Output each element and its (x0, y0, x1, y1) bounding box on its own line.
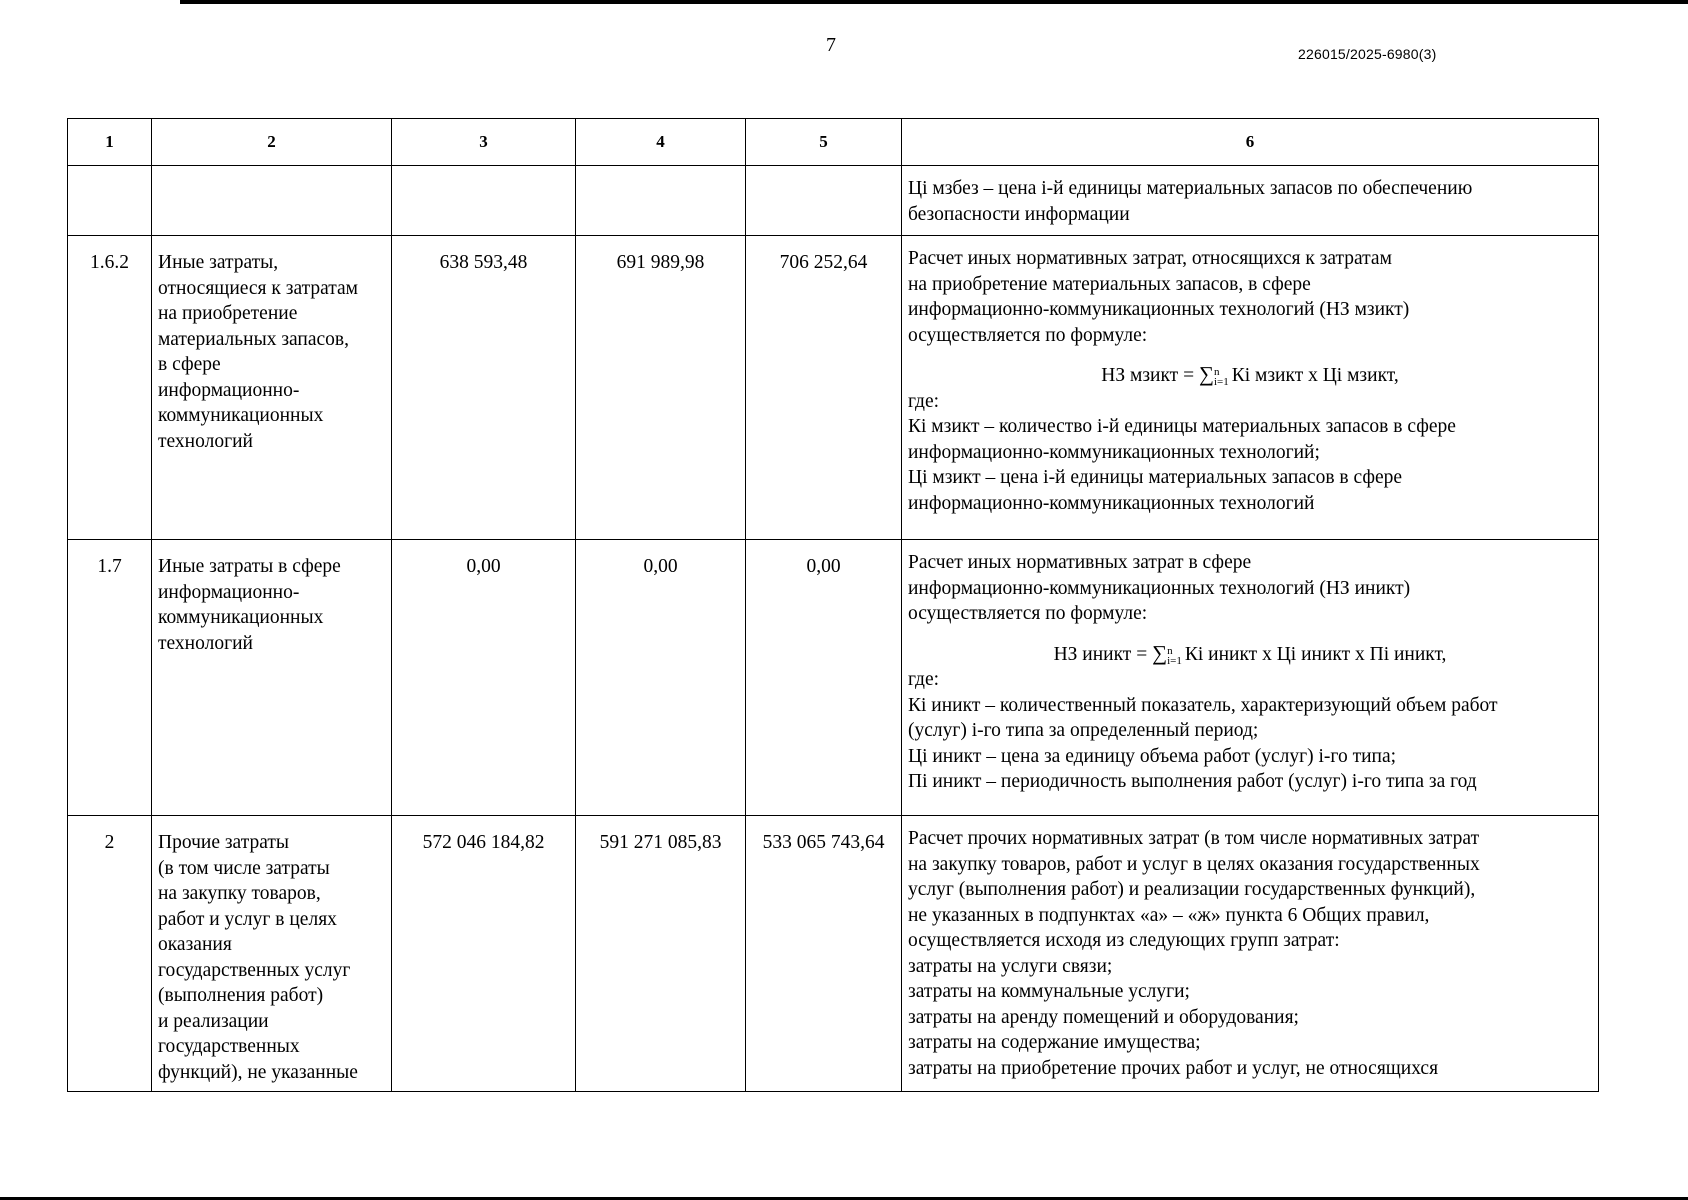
cell-calculation-description (902, 540, 1599, 816)
cost-name-line: технологий (158, 430, 253, 452)
sum-limits (1167, 646, 1182, 666)
cell-cost-name (152, 236, 392, 540)
description-line: информационно-коммуникационных технологий; (908, 441, 1320, 463)
cell-calculation-description (902, 166, 1599, 236)
cell-amount-v3: 638 593,48 (392, 236, 576, 540)
description-line: Цi мзикт – цена i-й единицы материальных запасов в сфере (908, 467, 1403, 488)
cell-item-number: 1.7 (68, 540, 152, 816)
cost-name-line: Прочие затраты (158, 832, 289, 853)
description-line: осуществляется по формуле: (908, 603, 1148, 624)
cost-name-line: материальных запасов, (158, 328, 350, 350)
description-line: безопасности информации (908, 203, 1130, 225)
cell-amount-v4: 0,00 (576, 540, 746, 816)
description-line: Расчет прочих нормативных затрат (в том числе нормативных затрат (908, 828, 1480, 849)
formula-rhs: Кi иникт х Цi иникт х Пi иникт, (1184, 643, 1447, 665)
table-row (68, 236, 1599, 540)
description-line: затраты на содержание имущества; (908, 1032, 1201, 1053)
cost-name-line: государственных услуг (158, 959, 351, 981)
header-col-1: 1 (68, 119, 152, 166)
cell-amount-v3 (392, 166, 576, 236)
formula-lhs: НЗ мзикт = (1101, 365, 1199, 386)
sum-lower-limit: i=1 (1213, 376, 1229, 388)
description-line: где: (908, 390, 940, 412)
cost-name-line: (выполнения работ) (158, 985, 324, 1006)
cell-amount-v3: 572 046 184,82 (392, 816, 576, 1092)
header-col-2: 2 (152, 119, 392, 166)
header-col-4: 4 (576, 119, 746, 166)
sum-upper-limit: n (1213, 366, 1220, 378)
description-line: Кi мзикт – количество i-й единицы материальных запасов в сфере (908, 416, 1456, 437)
cost-name-line: технологий (158, 632, 253, 654)
description-line: услуг (выполнения работ) и реализации государственных функций), (908, 879, 1476, 900)
cell-amount-v5: 533 065 743,64 (746, 816, 902, 1092)
table-body (68, 166, 1599, 1092)
formula (908, 641, 1592, 668)
cost-name-line: и реализации (158, 1010, 269, 1032)
description-line: затраты на коммунальные услуги; (908, 981, 1190, 1002)
cell-calculation-description (902, 816, 1599, 1092)
description-line: информационно-коммуникационных технологий (908, 492, 1315, 514)
formula-rhs: Кi мзикт х Цi мзикт, (1231, 365, 1399, 386)
cell-item-number: 1.6.2 (68, 236, 152, 540)
cell-cost-name (152, 166, 392, 236)
table-row (68, 816, 1599, 1092)
sum-lower-limit: i=1 (1167, 654, 1182, 667)
cell-calculation-description (902, 236, 1599, 540)
cost-name-line: информационно- (158, 379, 300, 401)
description-line: на приобретение материальных запасов, в сфере (908, 273, 1311, 295)
cost-name-line: на закупку товаров, (158, 883, 321, 904)
formula-lhs: НЗ иникт = (1053, 643, 1153, 665)
cost-table (67, 118, 1599, 1092)
cost-name-line: в сфере (158, 354, 221, 375)
description-line: Расчет иных нормативных затрат, относящихся к затратам (908, 248, 1392, 269)
description-line: Цi мзбез – цена i-й единицы материальных запасов по обеспечению (908, 178, 1473, 199)
cell-amount-v5 (746, 166, 902, 236)
cell-amount-v4: 691 989,98 (576, 236, 746, 540)
cost-name-line: информационно- (158, 581, 300, 603)
header-col-5: 5 (746, 119, 902, 166)
description-line: затраты на приобретение прочих работ и услуг, не относящихся (908, 1057, 1439, 1079)
table-row (68, 540, 1599, 816)
cell-amount-v4: 591 271 085,83 (576, 816, 746, 1092)
cost-name-line: Иные затраты, (158, 252, 279, 273)
cell-amount-v3: 0,00 (392, 540, 576, 816)
description-line: Цi иникт – цена за единицу объема работ (услуг) i-го типа; (908, 745, 1397, 767)
cell-amount-v5: 0,00 (746, 540, 902, 816)
description-line: где: (908, 669, 940, 690)
description-line: затраты на услуги связи; (908, 955, 1113, 977)
description-line: Пi иникт – периодичность выполнения работ (услуг) i-го типа за год (908, 771, 1477, 792)
sum-symbol: ∑ (1198, 362, 1214, 386)
page-number: 7 (826, 34, 836, 56)
cell-cost-name (152, 816, 392, 1092)
cost-name-line: (в том числе затраты (158, 857, 330, 879)
sum-limits (1214, 367, 1229, 387)
description-line: затраты на аренду помещений и оборудования; (908, 1006, 1299, 1028)
cell-amount-v5: 706 252,64 (746, 236, 902, 540)
description-line: Расчет иных нормативных затрат в сфере (908, 552, 1252, 573)
cell-cost-name (152, 540, 392, 816)
description-line: осуществляется исходя из следующих групп затрат: (908, 930, 1340, 951)
cost-name-line: работ и услуг в целях (158, 908, 337, 930)
description-line: Кi иникт – количественный показатель, характеризующий объем работ (908, 694, 1498, 716)
description-line: не указанных в подпунктах «а» – «ж» пункта 6 Общих правил, (908, 904, 1430, 926)
header-col-3: 3 (392, 119, 576, 166)
document-id: 226015/2025-6980(3) (1298, 46, 1437, 62)
cost-name-line: коммуникационных (158, 405, 324, 426)
description-line: информационно-коммуникационных технологий (НЗ мзикт) (908, 299, 1410, 320)
cell-item-number (68, 166, 152, 236)
cost-name-line: на приобретение (158, 303, 298, 324)
cell-item-number: 2 (68, 816, 152, 1092)
description-line: осуществляется по формуле: (908, 324, 1148, 346)
cost-name-line: Иные затраты в сфере (158, 556, 341, 577)
cell-amount-v4 (576, 166, 746, 236)
scan-top-edge (180, 0, 1688, 4)
cost-name-line: оказания (158, 934, 232, 955)
cost-name-line: государственных (158, 1036, 300, 1057)
description-line: информационно-коммуникационных технологий (НЗ иникт) (908, 577, 1411, 599)
cost-name-line: коммуникационных (158, 607, 324, 628)
header-col-6: 6 (902, 119, 1599, 166)
cost-name-line: функций), не указанные (158, 1061, 358, 1083)
description-line: (услуг) i-го типа за определенный период; (908, 720, 1259, 741)
table-row (68, 166, 1599, 236)
description-line: на закупку товаров, работ и услуг в целях оказания государственных (908, 853, 1480, 875)
sum-upper-limit: n (1167, 644, 1173, 657)
formula (908, 362, 1592, 389)
sum-symbol: ∑ (1152, 640, 1168, 665)
cost-name-line: относящиеся к затратам (158, 277, 359, 299)
table-header-row (68, 119, 1599, 166)
